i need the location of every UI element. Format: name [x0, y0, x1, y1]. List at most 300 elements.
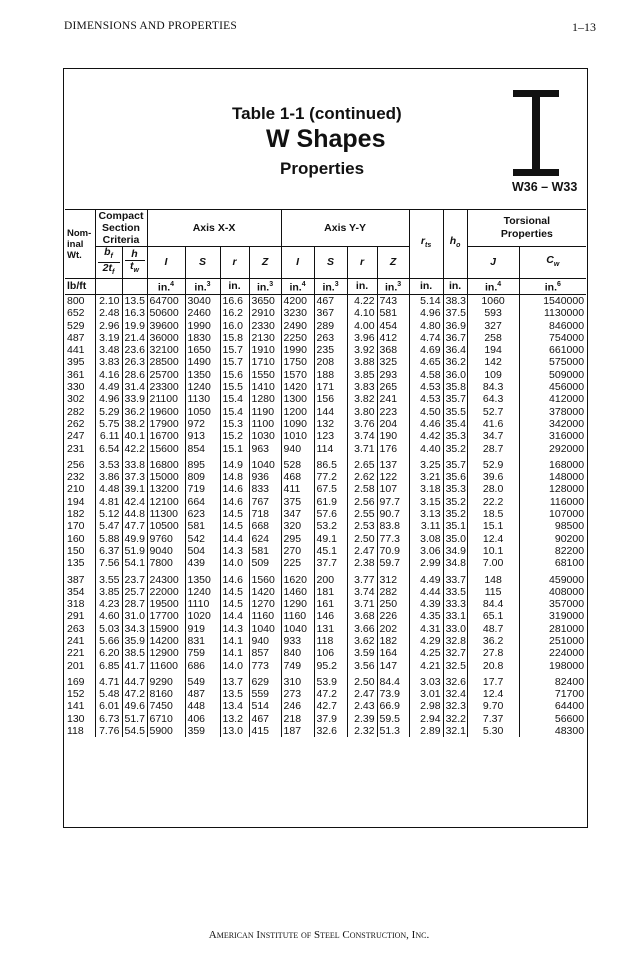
unit-zy: in.$^3$ [377, 279, 409, 295]
table-cell: 2.47 [347, 688, 377, 700]
table-cell: 940 [281, 443, 314, 455]
table-cell: 367 [314, 307, 347, 319]
unit-cw: in.$^6$ [519, 279, 586, 295]
table-cell: 32100 [147, 344, 185, 356]
table-cell: 773 [249, 660, 281, 672]
table-cell: 116000 [519, 496, 586, 508]
table-cell: 50600 [147, 307, 185, 319]
table-cell: 1350 [185, 570, 220, 586]
table-cell: 282 [377, 586, 409, 598]
table-cell: 1620 [281, 570, 314, 586]
table-cell: 35.9 [122, 635, 147, 647]
table-cell: 115 [467, 586, 519, 598]
table-cell: 439 [185, 557, 220, 569]
table-cell: 84.4 [377, 672, 409, 688]
table-cell: 14.5 [220, 598, 249, 610]
table-cell: 1410 [249, 381, 281, 393]
table-cell: 13.5 [220, 688, 249, 700]
shape-range: W36 – W33 [512, 180, 578, 194]
table-cell: 20.8 [467, 660, 519, 672]
unit-zx: in.$^3$ [249, 279, 281, 295]
table-cell: 114 [314, 443, 347, 455]
table-cell: 3.71 [347, 598, 377, 610]
table-cell: 4.40 [409, 443, 443, 455]
table-cell: 34.7 [467, 430, 519, 442]
table-cell: 4.39 [409, 598, 443, 610]
table-cell: 15900 [147, 623, 185, 635]
table-cell: 3.06 [409, 545, 443, 557]
table-cell: 17900 [147, 418, 185, 430]
table-cell: 3.82 [347, 393, 377, 405]
table-cell: 4.21 [409, 660, 443, 672]
col-rts: $r_{ts}$ [409, 210, 443, 279]
table-cell: 895 [185, 455, 220, 471]
table-cell: 1990 [185, 320, 220, 332]
table-cell: 1750 [281, 356, 314, 368]
col-sx: S [185, 247, 220, 279]
table-cell: 82200 [519, 545, 586, 557]
table-cell: 54.1 [122, 557, 147, 569]
table-cell: 14.0 [220, 660, 249, 672]
table-cell: 6.73 [95, 713, 122, 725]
table-cell: 25700 [147, 369, 185, 381]
table-cell: 28500 [147, 356, 185, 368]
table-cell: 33.5 [443, 586, 467, 598]
table-cell: 5900 [147, 725, 185, 737]
table-cell: 302 [67, 393, 85, 406]
table-cell: 3.85 [347, 369, 377, 381]
table-cell: 152 [67, 688, 85, 701]
table-row [65, 623, 586, 635]
table-cell: 14.0 [220, 557, 249, 569]
table-cell: 262 [67, 417, 85, 430]
table-cell: 13200 [147, 483, 185, 495]
table-cell: 210 [67, 483, 85, 496]
table-cell: 3040 [185, 294, 220, 307]
table-cell: 15.1 [220, 443, 249, 455]
table-cell: 448 [185, 700, 220, 712]
table-cell: 3.03 [409, 672, 443, 688]
table-cell: 15.3 [220, 418, 249, 430]
table-cell: 40.1 [122, 430, 147, 442]
table-cell: 37.3 [122, 471, 147, 483]
table-cell: 187 [281, 725, 314, 737]
table-cell: 4.31 [409, 623, 443, 635]
table-cell: 2.32 [347, 725, 377, 737]
table-row [65, 443, 586, 455]
table-cell: 15.6 [220, 369, 249, 381]
table-cell: 27.8 [467, 647, 519, 659]
table-cell: 2910 [249, 307, 281, 319]
table-cell: 316000 [519, 430, 586, 442]
table-cell: 32.4 [443, 688, 467, 700]
table-cell: 4.25 [409, 647, 443, 659]
table-cell: 963 [249, 443, 281, 455]
unit-wt: lb/ft [65, 279, 95, 295]
table-cell: 509 [249, 557, 281, 569]
table-cell: 36000 [147, 332, 185, 344]
table-row [65, 725, 586, 737]
table-cell: 7800 [147, 557, 185, 569]
table-cell: 33.0 [443, 623, 467, 635]
table-cell: 375 [281, 496, 314, 508]
table-cell: 5.03 [95, 623, 122, 635]
table-cell: 3.53 [95, 455, 122, 471]
table-cell: 38.2 [122, 418, 147, 430]
table-cell: 200 [314, 570, 347, 586]
table-cell: 7.00 [467, 557, 519, 569]
table-cell: 1190 [249, 406, 281, 418]
table-cell: 4.49 [409, 570, 443, 586]
table-cell: 51.3 [377, 725, 409, 737]
table-cell: 19500 [147, 598, 185, 610]
table-cell: 77.3 [377, 533, 409, 545]
table-cell: 241 [67, 635, 85, 647]
table-cell: 169 [67, 675, 85, 688]
table-cell: 2.53 [347, 520, 377, 532]
table-row [65, 520, 586, 532]
table-cell: 940 [249, 635, 281, 647]
table-row [65, 320, 586, 332]
table-cell: 14.3 [220, 545, 249, 557]
table-cell: 38.5 [122, 647, 147, 659]
table-cell: 581 [185, 520, 220, 532]
table-cell: 2.96 [95, 320, 122, 332]
table-cell: 82400 [519, 672, 586, 688]
table-cell: 250 [377, 598, 409, 610]
table-cell: 36.2 [122, 406, 147, 418]
table-cell: 36.2 [467, 635, 519, 647]
table-cell: 32.6 [314, 725, 347, 737]
table-cell: 312 [377, 570, 409, 586]
table-cell: 4.29 [409, 635, 443, 647]
table-cell: 459000 [519, 570, 586, 586]
table-cell: 49.9 [122, 533, 147, 545]
col-rx: r [220, 247, 249, 279]
table-row [65, 688, 586, 700]
table-cell: 809 [185, 471, 220, 483]
table-cell: 194 [67, 495, 85, 508]
table-cell: 406 [185, 713, 220, 725]
table-cell: 36.4 [443, 344, 467, 356]
table-cell: 13.2 [220, 713, 249, 725]
table-cell: 16.0 [220, 320, 249, 332]
table-cell: 542 [185, 533, 220, 545]
table-cell: 487 [185, 688, 220, 700]
table-row [65, 294, 586, 307]
table-cell: 1040 [281, 623, 314, 635]
table-cell: 293 [377, 369, 409, 381]
unit-h [122, 279, 147, 295]
unit-bf [95, 279, 122, 295]
table-cell: 35.8 [443, 381, 467, 393]
table-cell: 21.4 [122, 332, 147, 344]
table-cell: 4.65 [409, 356, 443, 368]
table-cell: 4.22 [347, 294, 377, 307]
table-cell: 190 [377, 430, 409, 442]
table-cell: 919 [185, 623, 220, 635]
table-cell: 232 [67, 471, 85, 484]
table-cell: 13.5 [122, 294, 147, 307]
table-cell: 14.9 [220, 455, 249, 471]
table-cell: 9760 [147, 533, 185, 545]
table-cell: 23300 [147, 381, 185, 393]
table-cell: 263 [67, 622, 85, 635]
table-cell: 754000 [519, 332, 586, 344]
table-cell: 256 [67, 458, 85, 471]
table-cell: 14.5 [220, 520, 249, 532]
col-h-tw: h $t_w$ [122, 247, 147, 279]
table-cell: 36.7 [443, 332, 467, 344]
table-cell: 5.66 [95, 635, 122, 647]
table-cell: 1160 [249, 610, 281, 622]
table-cell: 661000 [519, 344, 586, 356]
table-cell: 109 [467, 369, 519, 381]
table-cell: 1060 [467, 294, 519, 307]
table-cell: 281000 [519, 623, 586, 635]
table-cell: 33.7 [443, 570, 467, 586]
table-cell: 359 [185, 725, 220, 737]
table-cell: 42.4 [122, 496, 147, 508]
table-cell: 342000 [519, 418, 586, 430]
table-cell: 223 [377, 406, 409, 418]
table-cell: 4.23 [95, 598, 122, 610]
table-cell: 160 [67, 532, 85, 545]
table-cell: 32.6 [443, 672, 467, 688]
table-cell: 1270 [249, 598, 281, 610]
table-cell: 164 [377, 647, 409, 659]
table-cell: 3.56 [347, 660, 377, 672]
table-row [65, 430, 586, 442]
table-cell: 201 [67, 659, 85, 672]
table-cell: 581 [377, 307, 409, 319]
unit-sy: in.$^3$ [314, 279, 347, 295]
table-cell: 2.55 [347, 508, 377, 520]
table-cell: 936 [249, 471, 281, 483]
table-cell: 467 [249, 713, 281, 725]
table-cell: 28.0 [467, 483, 519, 495]
table-cell: 182 [377, 635, 409, 647]
table-cell: 15.7 [220, 356, 249, 368]
table-cell: 800 [67, 294, 85, 307]
table-row [65, 533, 586, 545]
table-cell: 156 [314, 393, 347, 405]
table-cell: 4.44 [409, 586, 443, 598]
table-cell: 3.83 [95, 356, 122, 368]
table-cell: 204 [377, 418, 409, 430]
table-cell: 3.25 [409, 455, 443, 471]
table-cell: 3.96 [347, 332, 377, 344]
table-cell: 330 [67, 381, 85, 394]
table-cell: 487 [67, 331, 85, 344]
table-cell: 15.5 [220, 381, 249, 393]
col-zx: Z [249, 247, 281, 279]
table-row [65, 508, 586, 520]
table-row [65, 332, 586, 344]
unit-ho: in. [443, 279, 467, 295]
table-cell: 53.2 [314, 520, 347, 532]
table-cell: 295 [281, 533, 314, 545]
table-cell: 3.66 [347, 623, 377, 635]
table-cell: 1570 [281, 369, 314, 381]
table-row [65, 647, 586, 659]
table-cell: 13.7 [220, 672, 249, 688]
table-row [65, 307, 586, 319]
col-cw: $C_w$ [519, 247, 586, 279]
table-row [65, 598, 586, 610]
table-cell: 45.1 [314, 545, 347, 557]
table-cell: 581 [249, 545, 281, 557]
unit-sx: in.$^3$ [185, 279, 220, 295]
table-cell: 33.9 [122, 393, 147, 405]
table-cell: 131 [314, 623, 347, 635]
table-cell: 14.6 [220, 570, 249, 586]
table-cell: 98500 [519, 520, 586, 532]
table-cell: 4.53 [409, 393, 443, 405]
table-title: W Shapes [266, 125, 386, 153]
table-cell: 194 [467, 344, 519, 356]
table-cell: 3.83 [347, 381, 377, 393]
table-cell: 4.16 [95, 369, 122, 381]
table-cell: 3.18 [409, 483, 443, 495]
table-cell: 1420 [249, 586, 281, 598]
table-cell: 327 [467, 320, 519, 332]
table-cell: 1050 [185, 406, 220, 418]
table-cell: 3.55 [95, 570, 122, 586]
table-cell: 251000 [519, 635, 586, 647]
table-cell: 1110 [185, 598, 220, 610]
table-cell: 3.19 [95, 332, 122, 344]
table-cell: 49.1 [314, 533, 347, 545]
table-row [65, 356, 586, 368]
table-cell: 1030 [249, 430, 281, 442]
table-cell: 38.3 [443, 294, 467, 307]
table-cell: 8160 [147, 688, 185, 700]
table-cell: 6.37 [95, 545, 122, 557]
table-cell: 759 [185, 647, 220, 659]
table-cell: 9040 [147, 545, 185, 557]
col-sy: S [314, 247, 347, 279]
table-cell: 1240 [185, 381, 220, 393]
table-cell: 95.2 [314, 660, 347, 672]
table-cell: 468 [281, 471, 314, 483]
table-cell: 18.5 [467, 508, 519, 520]
table-cell: 135 [67, 557, 85, 570]
col-j: J [467, 247, 519, 279]
table-cell: 12.4 [467, 688, 519, 700]
table-cell: 35.4 [443, 418, 467, 430]
table-cell: 16700 [147, 430, 185, 442]
table-cell: 3.86 [95, 471, 122, 483]
col-zy: Z [377, 247, 409, 279]
table-row [65, 496, 586, 508]
table-cell: 1290 [281, 598, 314, 610]
table-cell: 12.4 [467, 533, 519, 545]
table-cell: 33.1 [443, 610, 467, 622]
table-cell: 146 [314, 610, 347, 622]
table-cell: 35.2 [443, 508, 467, 520]
table-cell: 235 [314, 344, 347, 356]
table-cell: 846000 [519, 320, 586, 332]
table-subtitle: Properties [280, 159, 365, 178]
table-cell: 529 [67, 319, 85, 332]
table-cell: 17.7 [467, 672, 519, 688]
table-cell: 4.35 [409, 610, 443, 622]
unit-ix: in.$^4$ [147, 279, 185, 295]
unit-j: in.$^4$ [467, 279, 519, 295]
table-cell: 39.6 [467, 471, 519, 483]
table-cell: 123 [314, 430, 347, 442]
col-axis-x: Axis X-X [147, 210, 281, 247]
table-cell: 1830 [185, 332, 220, 344]
table-cell: 854 [185, 443, 220, 455]
table-cell: 84.3 [467, 381, 519, 393]
table-cell: 14.6 [220, 496, 249, 508]
table-cell: 4.48 [95, 483, 122, 495]
table-cell: 37.9 [314, 713, 347, 725]
table-cell: 16800 [147, 455, 185, 471]
table-cell: 2.38 [347, 557, 377, 569]
table-cell: 130 [67, 712, 85, 725]
table-cell: 454 [377, 320, 409, 332]
properties-table [65, 209, 586, 737]
table-cell: 913 [185, 430, 220, 442]
table-cell: 933 [281, 635, 314, 647]
table-cell: 14.4 [220, 533, 249, 545]
table-cell: 354 [67, 585, 85, 598]
table-cell: 3.15 [409, 496, 443, 508]
table-cell: 318 [67, 598, 85, 611]
table-cell: 44.7 [122, 672, 147, 688]
table-row [65, 557, 586, 569]
col-torsional: Torsional Properties [467, 210, 586, 247]
table-cell: 39.1 [122, 483, 147, 495]
table-cell: 4.71 [95, 672, 122, 688]
table-cell: 32.5 [443, 660, 467, 672]
table-cell: 15.8 [220, 332, 249, 344]
table-cell: 509000 [519, 369, 586, 381]
table-cell: 56600 [519, 713, 586, 725]
table-cell: 231 [67, 442, 85, 455]
table-cell: 15000 [147, 471, 185, 483]
table-cell: 2.94 [409, 713, 443, 725]
table-cell: 28.7 [467, 443, 519, 455]
table-cell: 71700 [519, 688, 586, 700]
table-cell: 67.5 [314, 483, 347, 495]
table-cell: 1550 [249, 369, 281, 381]
table-cell: 14.5 [220, 586, 249, 598]
col-axis-y: Axis Y-Y [281, 210, 409, 247]
table-cell: 51.9 [122, 545, 147, 557]
table-cell: 37.5 [443, 307, 467, 319]
table-cell: 35.3 [443, 483, 467, 495]
table-cell: 528 [281, 455, 314, 471]
table-cell: 14.1 [220, 647, 249, 659]
table-cell: 6.20 [95, 647, 122, 659]
table-cell: 84.4 [467, 598, 519, 610]
table-cell: 6710 [147, 713, 185, 725]
table-cell: 347 [281, 508, 314, 520]
col-iy: I [281, 247, 314, 279]
table-cell: 4.46 [409, 418, 443, 430]
table-cell: 226 [377, 610, 409, 622]
table-cell: 33.8 [122, 455, 147, 471]
table-cell: 3.71 [347, 443, 377, 455]
table-cell: 32.3 [443, 700, 467, 712]
table-cell: 11600 [147, 660, 185, 672]
table-cell: 208 [314, 356, 347, 368]
table-cell: 1200 [281, 406, 314, 418]
